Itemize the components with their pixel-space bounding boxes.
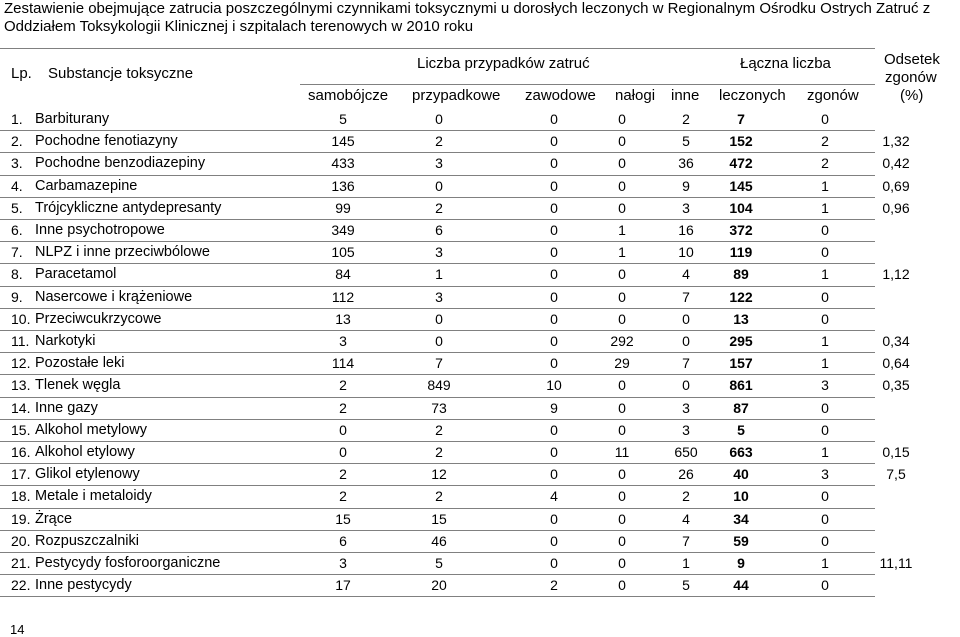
cell-total-deaths: 1 — [821, 355, 829, 372]
table-row — [0, 485, 960, 507]
cell-total-deaths: 0 — [821, 577, 829, 594]
cell-mortality-pct: 7,5 — [886, 466, 906, 483]
cell-total-deaths: 1 — [821, 266, 829, 283]
cell-total-treated: 157 — [729, 355, 753, 372]
cell-mortality-pct: 0,96 — [882, 199, 910, 216]
cell-other: 2 — [682, 488, 690, 505]
cell-other: 10 — [678, 244, 694, 261]
header-lp: Lp. — [11, 65, 32, 82]
cell-substance: Pestycydy fosforoorganiczne — [35, 555, 221, 571]
cell-addiction: 0 — [618, 399, 626, 416]
cell-substance: Rozpuszczalniki — [35, 532, 139, 549]
cell-occupational: 0 — [550, 510, 558, 527]
cell-mortality-pct: 11,11 — [879, 555, 913, 571]
header-addiction: nałogi — [615, 87, 656, 104]
cell-other: 0 — [682, 333, 690, 349]
cell-occupational: 9 — [550, 399, 558, 416]
cell-other: 0 — [682, 377, 690, 394]
cell-substance: Nasercowe i krążeniowe — [35, 288, 193, 305]
cell-other: 4 — [682, 266, 690, 283]
cell-suicidal: 6 — [339, 532, 347, 549]
cell-suicidal: 2 — [339, 488, 347, 505]
cell-addiction: 0 — [618, 266, 626, 283]
cell-other: 650 — [674, 444, 698, 460]
cell-addiction: 0 — [618, 532, 626, 549]
cell-accidental: 15 — [431, 510, 447, 527]
cell-mortality-pct: 0,42 — [882, 155, 910, 172]
cell-total-deaths: 0 — [821, 222, 829, 238]
cell-substance: Inne pestycydy — [35, 577, 132, 594]
cell-total-deaths: 1 — [821, 199, 829, 216]
cell-other: 2 — [682, 111, 690, 127]
cell-mortality-pct: 0,69 — [882, 177, 910, 194]
header-top-rule — [0, 48, 875, 49]
cell-suicidal: 13 — [335, 310, 351, 327]
cell-substance: Pochodne benzodiazepiny — [35, 155, 206, 172]
cell-other: 0 — [682, 310, 690, 327]
cell-mortality-pct: 1,12 — [882, 266, 910, 283]
cell-addiction: 0 — [618, 421, 626, 438]
cell-other: 7 — [682, 532, 690, 549]
cell-substance: Tlenek węgla — [35, 377, 121, 394]
table-row — [0, 530, 960, 552]
cell-total-treated: 372 — [729, 222, 753, 238]
cell-total-deaths: 3 — [821, 466, 829, 483]
table-row — [0, 308, 960, 330]
cell-total-treated: 472 — [729, 155, 753, 172]
cell-mortality-pct: 1,32 — [882, 133, 910, 150]
cell-occupational: 0 — [550, 288, 558, 305]
cell-suicidal: 114 — [331, 355, 355, 372]
cell-occupational: 0 — [550, 222, 558, 238]
cell-occupational: 0 — [550, 466, 558, 483]
cell-occupational: 10 — [546, 377, 562, 394]
cell-total-deaths: 0 — [821, 288, 829, 305]
cell-total-deaths: 2 — [821, 155, 829, 172]
cell-substance: Inne gazy — [35, 399, 98, 416]
cell-other: 4 — [682, 510, 690, 527]
header-accidental: przypadkowe — [412, 87, 501, 104]
cell-lp: 17. — [11, 466, 31, 483]
cell-total-treated: 9 — [737, 555, 745, 571]
cell-substance: Paracetamol — [35, 266, 117, 283]
cell-lp: 21. — [11, 555, 31, 571]
cell-mortality-pct: 0,64 — [882, 355, 910, 372]
cell-substance: Trójcykliczne antydepresanty — [35, 199, 222, 216]
cell-suicidal: 3 — [339, 333, 347, 349]
cell-addiction: 0 — [618, 555, 626, 571]
cell-occupational: 4 — [550, 488, 558, 505]
cell-other: 5 — [682, 577, 690, 594]
cell-occupational: 0 — [550, 532, 558, 549]
table-row — [0, 108, 960, 130]
cell-accidental: 849 — [427, 377, 451, 394]
cell-substance: NLPZ i inne przeciwbólowe — [35, 244, 210, 261]
cell-substance: Carbamazepine — [35, 177, 138, 194]
cell-substance: Barbiturany — [35, 111, 110, 127]
cell-total-treated: 44 — [733, 577, 749, 594]
cell-lp: 10. — [11, 310, 31, 327]
cell-substance: Alkohol metylowy — [35, 421, 148, 438]
cell-suicidal: 433 — [331, 155, 355, 172]
cell-total-treated: 87 — [733, 399, 749, 416]
cell-total-deaths: 0 — [821, 310, 829, 327]
cell-total-deaths: 1 — [821, 444, 829, 460]
header-other: inne — [671, 87, 700, 104]
header-mortality-line1: Odsetek — [884, 51, 940, 68]
cell-addiction: 0 — [618, 577, 626, 594]
cell-addiction: 0 — [618, 199, 626, 216]
cell-total-treated: 13 — [733, 310, 749, 327]
cell-suicidal: 3 — [339, 555, 347, 571]
cell-total-treated: 104 — [729, 199, 753, 216]
cell-accidental: 3 — [435, 244, 443, 261]
cell-other: 7 — [682, 288, 690, 305]
cell-substance: Alkohol etylowy — [35, 444, 135, 460]
cell-total-deaths: 0 — [821, 421, 829, 438]
table-row — [0, 419, 960, 441]
cell-total-deaths: 0 — [821, 510, 829, 527]
cell-occupational: 0 — [550, 444, 558, 460]
cell-lp: 7. — [11, 244, 23, 261]
cell-suicidal: 349 — [331, 222, 355, 238]
cell-occupational: 0 — [550, 111, 558, 127]
cell-accidental: 2 — [435, 133, 443, 150]
cell-lp: 3. — [11, 155, 23, 172]
table-row — [0, 286, 960, 308]
cell-other: 3 — [682, 399, 690, 416]
cell-accidental: 2 — [435, 421, 443, 438]
cell-addiction: 0 — [618, 466, 626, 483]
cell-occupational: 0 — [550, 177, 558, 194]
cell-total-deaths: 0 — [821, 244, 829, 261]
cell-occupational: 2 — [550, 577, 558, 594]
cell-total-deaths: 3 — [821, 377, 829, 394]
cell-addiction: 0 — [618, 510, 626, 527]
cell-occupational: 0 — [550, 333, 558, 349]
cell-lp: 20. — [11, 532, 31, 549]
cell-other: 3 — [682, 199, 690, 216]
cell-accidental: 12 — [431, 466, 447, 483]
cell-lp: 16. — [11, 444, 31, 460]
cell-accidental: 3 — [435, 288, 443, 305]
cell-occupational: 0 — [550, 421, 558, 438]
cell-accidental: 73 — [431, 399, 447, 416]
cell-accidental: 2 — [435, 488, 443, 505]
cell-addiction: 0 — [618, 155, 626, 172]
cell-total-deaths: 0 — [821, 399, 829, 416]
cell-lp: 9. — [11, 288, 23, 305]
cell-addiction: 1 — [618, 222, 626, 238]
cell-total-treated: 5 — [737, 421, 745, 438]
cell-accidental: 0 — [435, 310, 443, 327]
cell-other: 7 — [682, 355, 690, 372]
cell-other: 36 — [678, 155, 694, 172]
cell-accidental: 5 — [435, 555, 443, 571]
cell-accidental: 6 — [435, 222, 443, 238]
cell-total-treated: 40 — [733, 466, 749, 483]
cell-suicidal: 17 — [335, 577, 351, 594]
cell-lp: 2. — [11, 133, 23, 150]
header-deaths: zgonów — [807, 87, 859, 104]
header-group-cases: Liczba przypadków zatruć — [417, 55, 590, 72]
cell-total-treated: 10 — [733, 488, 749, 505]
cell-addiction: 0 — [618, 288, 626, 305]
cell-suicidal: 2 — [339, 466, 347, 483]
header-treated: leczonych — [719, 87, 786, 104]
cell-accidental: 46 — [431, 532, 447, 549]
table-row — [0, 574, 960, 596]
cell-total-deaths: 2 — [821, 133, 829, 150]
header-suicidal: samobójcze — [308, 87, 389, 104]
cell-lp: 22. — [11, 577, 31, 594]
cell-addiction: 11 — [614, 444, 630, 460]
table-row — [0, 219, 960, 241]
cell-lp: 6. — [11, 222, 23, 238]
cell-suicidal: 15 — [335, 510, 351, 527]
cell-suicidal: 99 — [335, 199, 351, 216]
document-title: Zestawienie obejmujące zatrucia poszczególnymi czynnikami toksycznymi u dorosłych leczonych w Regionalnym Ośrodku Ostrych Zatruć z Oddziałem Toksykologii Klinicznej i szpitalach terenowych w 2010 roku — [4, 0, 931, 35]
cell-suicidal: 5 — [339, 111, 347, 127]
cell-occupational: 0 — [550, 133, 558, 150]
cell-suicidal: 0 — [339, 444, 347, 460]
table-header — [0, 48, 960, 112]
cell-occupational: 0 — [550, 199, 558, 216]
cell-other: 1 — [682, 555, 690, 571]
header-mortality-line3: (%) — [900, 87, 924, 104]
cell-lp: 13. — [11, 377, 31, 394]
cell-accidental: 20 — [431, 577, 447, 594]
page-number: 14 — [10, 622, 25, 637]
header-mortality-line2: zgonów — [885, 69, 937, 86]
cell-lp: 4. — [11, 177, 23, 194]
cell-occupational: 0 — [550, 155, 558, 172]
table-row — [0, 374, 960, 396]
cell-total-deaths: 0 — [821, 111, 829, 127]
cell-lp: 14. — [11, 399, 31, 416]
table-row — [0, 441, 960, 463]
cell-suicidal: 112 — [331, 288, 355, 305]
cell-addiction: 0 — [618, 177, 626, 194]
cell-total-treated: 152 — [729, 133, 753, 150]
table-row — [0, 397, 960, 419]
cell-addiction: 0 — [618, 310, 626, 327]
cell-mortality-pct: 0,35 — [882, 377, 910, 394]
cell-total-deaths: 1 — [821, 177, 829, 194]
header-group-total: Łączna liczba — [740, 55, 831, 72]
cell-total-deaths: 1 — [821, 333, 829, 349]
cell-total-deaths: 1 — [821, 555, 829, 571]
table-row — [0, 263, 960, 285]
cell-addiction: 0 — [618, 111, 626, 127]
table-row — [0, 508, 960, 530]
cell-addiction: 0 — [618, 133, 626, 150]
cell-lp: 5. — [11, 199, 23, 216]
cell-addiction: 29 — [614, 355, 630, 372]
cell-lp: 15. — [11, 421, 31, 438]
cell-substance: Glikol etylenowy — [35, 466, 140, 483]
cell-accidental: 2 — [435, 199, 443, 216]
cell-substance: Żrące — [35, 510, 73, 527]
cell-total-treated: 663 — [729, 444, 753, 460]
cell-other: 3 — [682, 421, 690, 438]
cell-total-treated: 7 — [737, 111, 745, 127]
cell-substance: Przeciwcukrzycowe — [35, 310, 162, 327]
cell-lp: 18. — [11, 488, 31, 505]
table-row — [0, 241, 960, 263]
cell-total-treated: 89 — [733, 266, 749, 283]
table-row — [0, 152, 960, 174]
cell-occupational: 0 — [550, 555, 558, 571]
table-row — [0, 352, 960, 374]
cell-lp: 1. — [11, 111, 23, 127]
cell-addiction: 1 — [618, 244, 626, 261]
cell-occupational: 0 — [550, 355, 558, 372]
cell-substance: Pozostałe leki — [35, 355, 125, 372]
cell-other: 16 — [678, 222, 694, 238]
cell-substance: Narkotyki — [35, 333, 96, 349]
cell-accidental: 0 — [435, 177, 443, 194]
cell-suicidal: 2 — [339, 399, 347, 416]
table-row — [0, 330, 960, 352]
cell-occupational: 0 — [550, 310, 558, 327]
cell-other: 9 — [682, 177, 690, 194]
cell-accidental: 1 — [435, 266, 443, 283]
cell-addiction: 0 — [618, 488, 626, 505]
cell-total-deaths: 0 — [821, 488, 829, 505]
cell-suicidal: 0 — [339, 421, 347, 438]
cell-addiction: 292 — [610, 333, 634, 349]
cell-suicidal: 84 — [335, 266, 351, 283]
table-row — [0, 463, 960, 485]
cell-accidental: 2 — [435, 444, 443, 460]
cell-total-treated: 861 — [729, 377, 753, 394]
row-rule — [0, 596, 875, 597]
cell-mortality-pct: 0,15 — [882, 444, 910, 460]
cell-lp: 11. — [11, 333, 30, 349]
cell-substance: Metale i metaloidy — [35, 488, 152, 505]
cell-total-treated: 59 — [733, 532, 749, 549]
cell-total-deaths: 0 — [821, 532, 829, 549]
header-mid-rule — [300, 84, 875, 85]
table-row — [0, 197, 960, 219]
cell-occupational: 0 — [550, 244, 558, 261]
header-substance: Substancje toksyczne — [48, 65, 194, 82]
cell-suicidal: 145 — [331, 133, 355, 150]
cell-total-treated: 122 — [729, 288, 753, 305]
cell-substance: Pochodne fenotiazyny — [35, 133, 178, 150]
cell-accidental: 0 — [435, 333, 443, 349]
cell-total-treated: 34 — [733, 510, 749, 527]
cell-lp: 8. — [11, 266, 23, 283]
table-row — [0, 552, 960, 574]
cell-total-treated: 119 — [729, 244, 753, 261]
cell-other: 26 — [678, 466, 694, 483]
cell-suicidal: 105 — [331, 244, 355, 261]
cell-lp: 12. — [11, 355, 31, 372]
table-row — [0, 130, 960, 152]
cell-suicidal: 136 — [331, 177, 355, 194]
cell-accidental: 7 — [435, 355, 443, 372]
cell-substance: Inne psychotropowe — [35, 222, 165, 238]
cell-accidental: 0 — [435, 111, 443, 127]
table-row — [0, 175, 960, 197]
cell-total-treated: 295 — [729, 333, 753, 349]
cell-other: 5 — [682, 133, 690, 150]
cell-suicidal: 2 — [339, 377, 347, 394]
cell-addiction: 0 — [618, 377, 626, 394]
cell-lp: 19. — [11, 510, 31, 527]
cell-occupational: 0 — [550, 266, 558, 283]
header-occupational: zawodowe — [525, 87, 596, 104]
cell-accidental: 3 — [435, 155, 443, 172]
cell-total-treated: 145 — [729, 177, 753, 194]
cell-mortality-pct: 0,34 — [882, 333, 910, 349]
